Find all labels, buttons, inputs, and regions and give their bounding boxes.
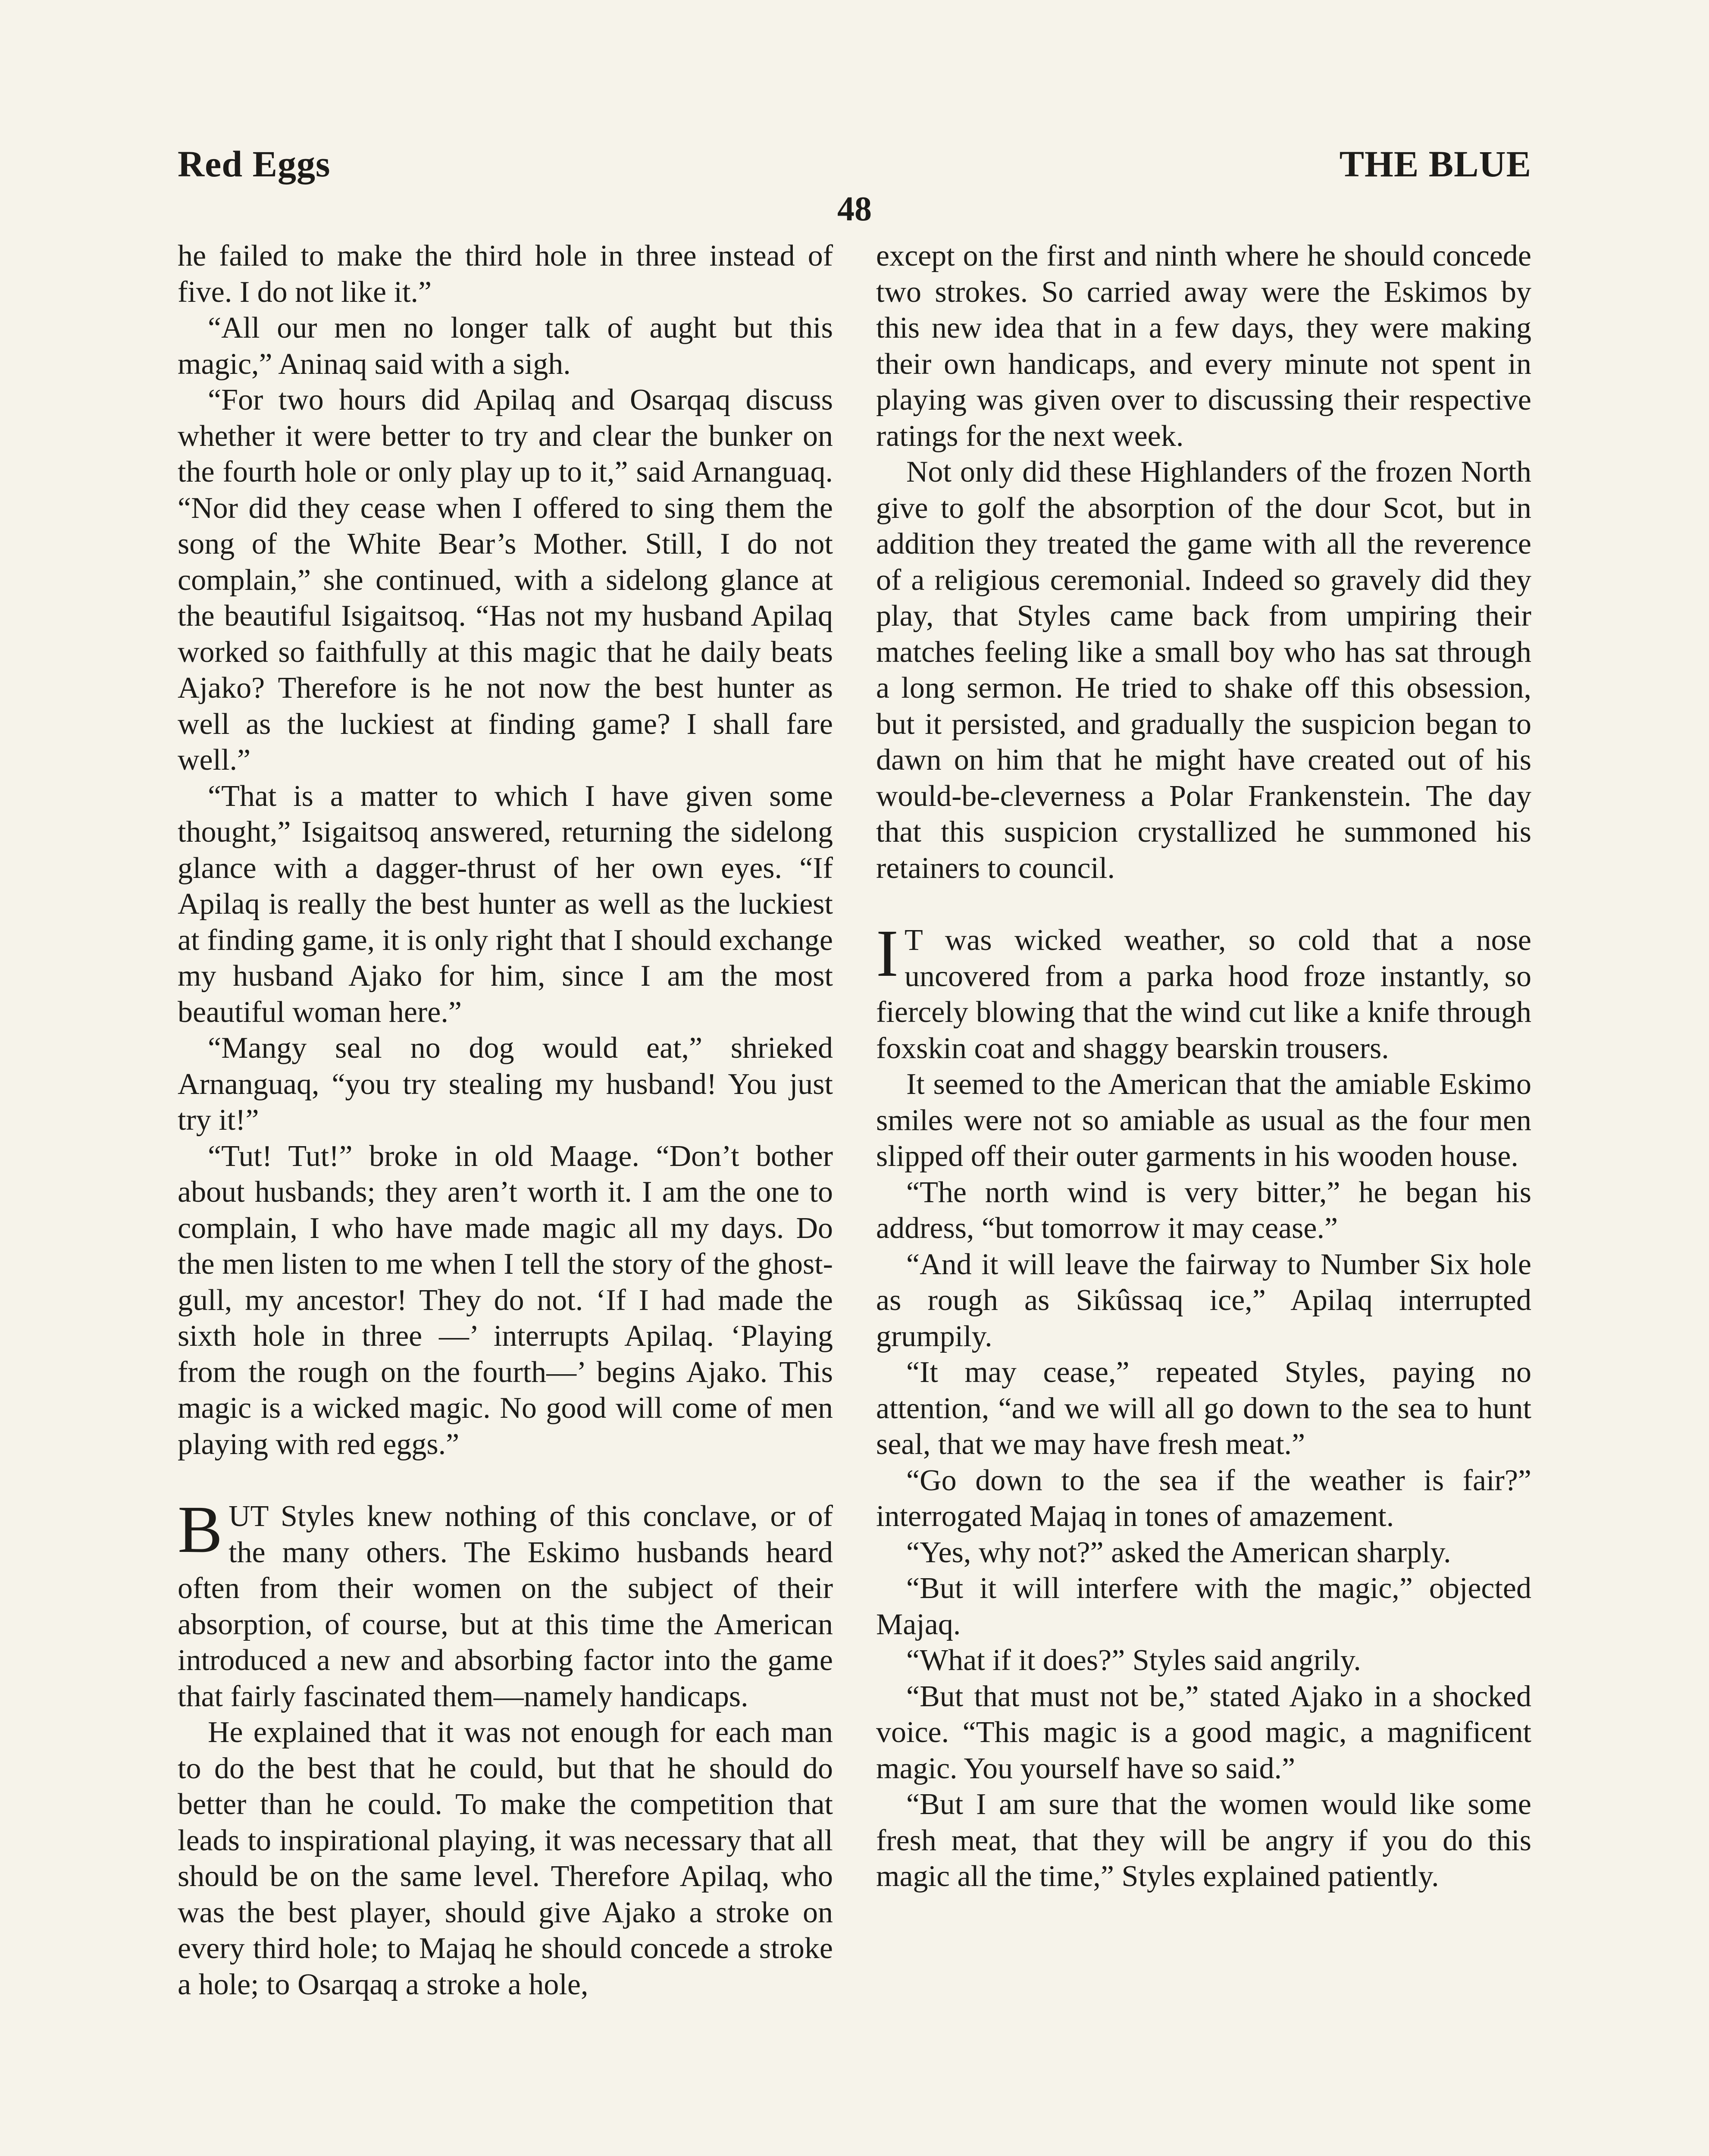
paragraph: Not only did these Highlanders of the frozen North give to golf the absorption of the dour Scot, but in addition they treated the game with all the reverence of a religious ceremonial. Indeed so gravely did they play, that Styles came back from umpiring their matches feeling like a small boy who has sat through a long sermon. He tried to shake off this obsession, but it persisted, and gradually the suspicion began to dawn on him that he might have created out of his would-be-cleverness a Polar Frankenstein. The day that this suspicion crystallized he summoned his retainers to council. — [876, 455, 1531, 885]
paragraph: “And it will leave the fairway to Number Six hole as rough as Sikûssaq ice,” Apilaq interrupted grumpily. — [876, 1247, 1531, 1353]
paragraph: “What if it does?” Styles said angrily. — [906, 1644, 1361, 1677]
paragraph: “For two hours did Apilaq and Osarqaq discuss whether it were better to try and clear the bunker on the fourth hole or only play up to it,” said Arnanguaq. “Nor did they cease when I offered to sing them the song of the White Bear’s Mother. Still, I do not complain,” she continued, with a sidelong glance at the beautiful Isigaitsoq. “Has not my husband Apilaq worked so faithfully at this magic that he daily beats Ajako? Therefore is he not now the best hunter as well as the luckiest at finding game? I shall fare well.” — [178, 383, 833, 777]
paragraph: “That is a matter to which I have given some thought,” Isigaitsoq answered, returning the sidelong glance with a dagger-thrust of her own eyes. “If Apilaq is really the best hunter as well as the luckiest at finding game, it is only right that I should exchange my husband Ajako for him, since I am the most beautiful woman here.” — [178, 779, 833, 1029]
page-number: 48 — [837, 190, 872, 228]
story-title: Red Eggs — [178, 143, 331, 185]
drop-cap: I — [876, 916, 898, 990]
paragraph: “Go down to the sea if the weather is fair?” interrogated Majaq in tones of amazement. — [876, 1463, 1531, 1533]
paragraph: “Tut! Tut!” broke in old Maage. “Don’t bother about husbands; they aren’t worth it. I am the one to complain, I who have made magic all my days. Do the men listen to me when I tell the story of the ghost-gull, my ancestor! They do not. ‘If I had made the sixth hole in three —’ interrupts Apilaq. ‘Playing from the rough on the fourth—’ begins Ajako. This magic is a wicked magic. No good will come of men playing with red eggs.” — [178, 1139, 833, 1461]
paragraph: “Yes, why not?” asked the American sharply. — [906, 1536, 1451, 1569]
paragraph-text: T was wicked weather, so cold that a nose uncovered from a parka hood froze instantly, so fiercely blowing that the wind cut like a knife through foxskin coat and shaggy bearskin trousers. — [876, 924, 1531, 1065]
magazine-title: THE BLUE — [1339, 143, 1531, 185]
drop-cap: B — [178, 1492, 223, 1567]
paragraph: “But that must not be,” stated Ajako in a shocked voice. “This magic is a good magic, a magnificent magic. You yourself have so said.” — [876, 1680, 1531, 1785]
paragraph: except on the first and ninth where he should concede two strokes. So carried away were the Eskimos by this new idea that in a few days, they were making their own handicaps, and every minute not spent in playing was given over to discussing their respective ratings for the next week. — [876, 239, 1531, 453]
left-column — [178, 238, 833, 2002]
right-column — [876, 238, 1531, 1895]
paragraph: “It may cease,” repeated Styles, paying no attention, “and we will all go down to the sea to hunt seal, that we may have fresh meat.” — [876, 1356, 1531, 1461]
paragraph: “All our men no longer talk of aught but this magic,” Aninaq said with a sigh. — [178, 311, 833, 381]
section-paragraph — [876, 916, 1531, 1066]
paragraph: “But it will interfere with the magic,” objected Majaq. — [876, 1572, 1531, 1641]
paragraph: “The north wind is very bitter,” he began his address, “but tomorrow it may cease.” — [876, 1175, 1531, 1245]
paragraph: It seemed to the American that the amiable Eskimo smiles were not so amiable as usual as the four men slipped off their outer garments in his wooden house. — [876, 1068, 1531, 1173]
paragraph: He explained that it was not enough for each man to do the best that he could, but that he should do better than he could. To make the competition that leads to inspirational playing, it was necessary that all should be on the same level. Therefore Apilaq, who was the best player, should give Ajako a stroke on every third hole; to Majaq he should concede a stroke a hole; to Osarqaq a stroke a hole, — [178, 1716, 833, 2001]
paragraph-text: UT Styles knew nothing of this conclave, or of the many others. The Eskimo husbands heard often from their women on the subject of their absorption, of course, but at this time the American introduced a new and absorbing factor into the game that fairly fascinated them—namely handicaps. — [178, 1500, 833, 1713]
paragraph: “But I am sure that the women would like some fresh meat, that they will be angry if you do this magic all the time,” Styles explained patiently. — [876, 1788, 1531, 1893]
paragraph: “Mangy seal no dog would eat,” shrieked Arnanguaq, “you try stealing my husband! You just try it!” — [178, 1031, 833, 1137]
paragraph: he failed to make the third hole in three instead of five. I do not like it.” — [178, 239, 833, 309]
section-paragraph — [178, 1492, 833, 1714]
